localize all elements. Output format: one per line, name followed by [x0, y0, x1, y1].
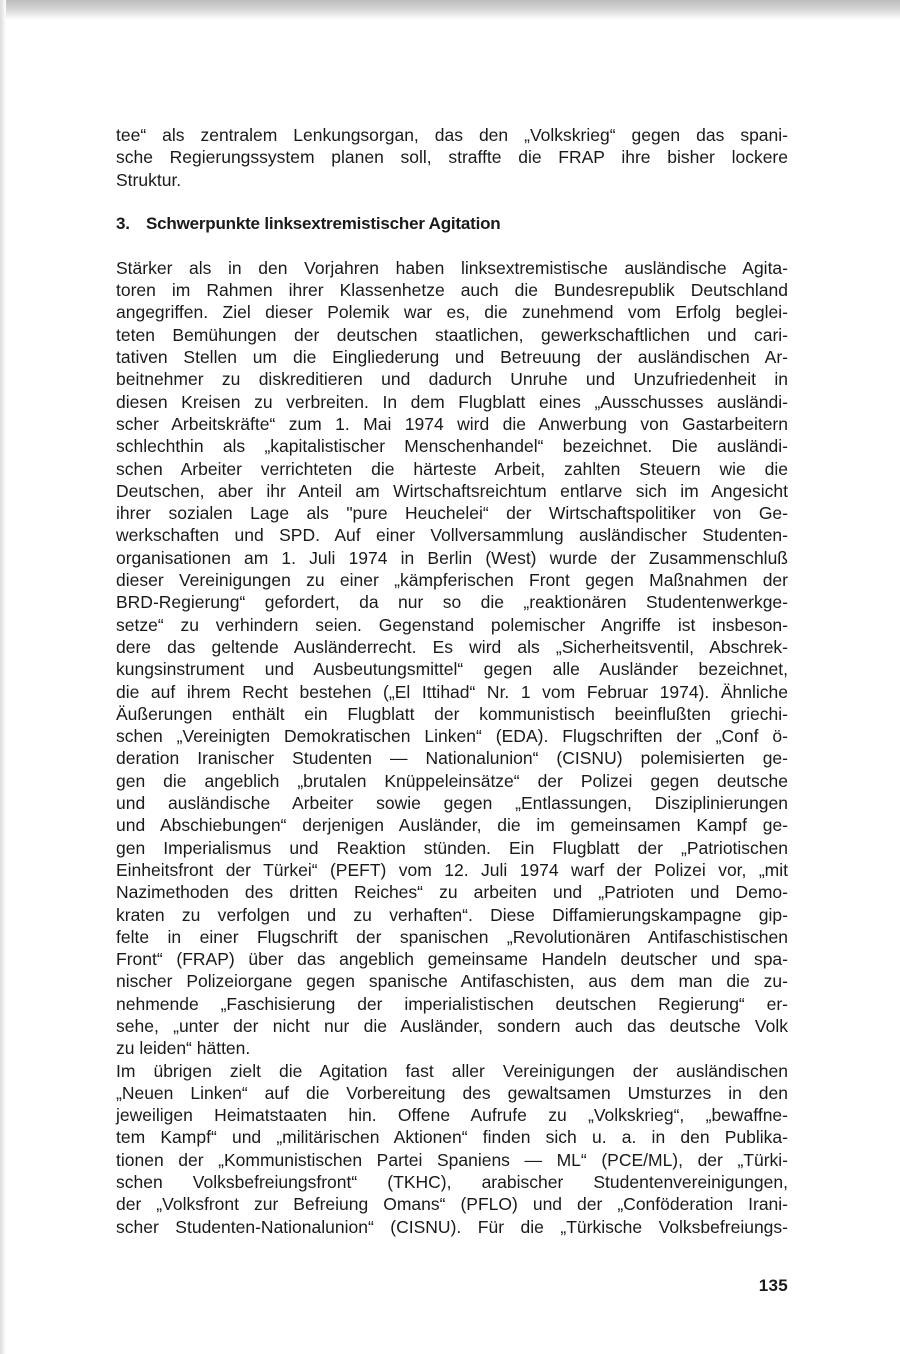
text-line: ihrer sozialen Lage als "pure Heuchelei“ der Wirtschaftspolitiker von Ge- — [116, 503, 788, 524]
text-line: tativen Stellen um die Eingliederung und Betreuung der ausländischen Ar- — [116, 347, 788, 368]
text-line: organisationen am 1. Juli 1974 in Berlin (West) wurde der Zusammenschluß — [116, 547, 788, 568]
text-line: schlechthin als „kapitalistischer Menschenhandel“ bezeichnet. Die ausländi- — [116, 436, 788, 457]
text-line: Äußerungen enthält ein Flugblatt der kommunistisch beeinflußten griechi- — [116, 703, 788, 724]
scan-edge-left — [0, 0, 6, 1354]
text-line: Im übrigen zielt die Agitation fast aller Vereinigungen der ausländischen — [116, 1060, 788, 1081]
text-line: und ausländische Arbeiter sowie gegen „Entlassungen, Disziplinierungen — [116, 793, 788, 814]
text-line: die auf ihrem Recht bestehen („El Ittihad“ Nr. 1 vom Februar 1974). Ähnliche — [116, 681, 788, 702]
text-line: felte in einer Flugschrift der spanischen „Revolutionären Antifaschistischen — [116, 926, 788, 947]
text-line: Front“ (FRAP) über das angeblich gemeinsame Handeln deutscher und spa- — [116, 949, 788, 970]
text-line: nehmende „Faschisierung der imperialistischen deutschen Regierung“ er- — [116, 993, 788, 1014]
text-line: Stärker als in den Vorjahren haben linksextremistische ausländische Agita- — [116, 257, 788, 278]
text-line: kungsinstrument und Ausbeutungsmittel“ gegen alle Ausländer bezeichnet, — [116, 659, 788, 680]
text-line: diesen Kreisen zu verbreiten. In dem Flugblatt eines „Ausschusses ausländi- — [116, 391, 788, 412]
page-body — [116, 124, 788, 1238]
section-number: 3. — [116, 213, 130, 233]
text-line: zu leiden“ hätten. — [116, 1038, 251, 1059]
text-line: scher Arbeitskräfte“ zum 1. Mai 1974 wird die Anwerbung von Gastarbeitern — [116, 413, 788, 434]
text-line: der „Volksfront zur Befreiung Omans“ (PFLO) und der „Conföderation Irani- — [116, 1194, 788, 1215]
text-line: tionen der „Kommunistischen Partei Spaniens — ML“ (PCE/ML), der „Türki- — [116, 1149, 788, 1170]
text-line: schen Volksbefreiungsfront“ (TKHC), arabischer Studentenvereinigungen, — [116, 1172, 788, 1193]
text-line: schen Arbeiter verrichteten die härteste Arbeit, zahlten Steuern wie die — [116, 458, 788, 479]
page-number: 135 — [758, 1276, 788, 1295]
text-line: tem Kampf“ und „militärischen Aktionen“ finden sich u. a. in den Publika- — [116, 1127, 788, 1148]
text-line: BRD-Regierung“ gefordert, da nur so die „reaktionären Studentenwerkge- — [116, 592, 788, 613]
text-line: deration Iranischer Studenten — Nationalunion“ (CISNU) polemisierten ge- — [116, 748, 788, 769]
text-line: „Neuen Linken“ auf die Vorbereitung des gewaltsamen Umsturzes in den — [116, 1082, 788, 1103]
text-line: sehe, „unter der nicht nur die Ausländer, sondern auch das deutsche Volk — [116, 1015, 788, 1036]
text-line: kraten zu verfolgen und zu verhaften“. Diese Diffamierungskampagne gip- — [116, 904, 788, 925]
text-line: gen Imperialismus und Reaktion stünden. Ein Flugblatt der „Patriotischen — [116, 837, 788, 858]
text-line: angegriffen. Ziel dieser Polemik war es, die zunehmend vom Erfolg beglei- — [116, 302, 788, 323]
section-heading — [116, 213, 788, 235]
text-line: jeweiligen Heimatstaaten hin. Offene Aufrufe zu „Volkskrieg“, „bewaffne- — [116, 1105, 788, 1126]
text-line: Einheitsfront der Türkei“ (PEFT) vom 12. Juli 1974 warf der Polizei vor, „mit — [116, 859, 788, 880]
intro-paragraph — [116, 124, 788, 191]
text-line: teten Bemühungen der deutschen staatlichen, gewerkschaftlichen und cari- — [116, 324, 788, 345]
text-line: Deutschen, aber ihr Anteil am Wirtschaftsreichtum entlarve sich im Angesicht — [116, 480, 788, 501]
section-title: Schwerpunkte linksextremistischer Agitation — [146, 213, 501, 233]
body-paragraph-2 — [116, 1060, 788, 1238]
text-line: dere das geltende Ausländerrecht. Es wird als „Sicherheitsventil, Abschrek- — [116, 636, 788, 657]
text-line: toren im Rahmen ihrer Klassenhetze auch die Bundesrepublik Deutschland — [116, 280, 788, 301]
text-line: Struktur. — [116, 169, 182, 190]
text-line: nischer Polizeiorgane gegen spanische Antifaschisten, aus dem man die zu- — [116, 971, 788, 992]
body-paragraph-1 — [116, 257, 788, 1060]
scan-edge-top — [0, 0, 900, 20]
text-line: gen die angeblich „brutalen Knüppeleinsätze“ der Polizei gegen deutsche — [116, 770, 788, 791]
text-line: und Abschiebungen“ derjenigen Ausländer, die im gemeinsamen Kampf ge- — [116, 815, 788, 836]
text-line: Nazimethoden des dritten Reiches“ zu arbeiten und „Patrioten und Demo- — [116, 882, 788, 903]
text-line: beitnehmer zu diskreditieren und dadurch Unruhe und Unzufriedenheit in — [116, 369, 788, 390]
text-line: setze“ zu verhindern seien. Gegenstand polemischer Angriffe ist insbeson- — [116, 614, 788, 635]
text-line: schen „Vereinigten Demokratischen Linken“ (EDA). Flugschriften der „Conf ö- — [116, 726, 788, 747]
text-line: scher Studenten-Nationalunion“ (CISNU). Für die „Türkische Volksbefreiungs- — [116, 1216, 788, 1237]
text-line: werkschaften und SPD. Auf einer Vollversammlung ausländischer Studenten- — [116, 525, 788, 546]
text-line: sche Regierungssystem planen soll, straffte die FRAP ihre bisher lockere — [116, 147, 788, 168]
text-line: dieser Vereinigungen zu einer „kämpferischen Front gegen Maßnahmen der — [116, 570, 788, 591]
text-line: tee“ als zentralem Lenkungsorgan, das den „Volkskrieg“ gegen das spani- — [116, 125, 788, 145]
